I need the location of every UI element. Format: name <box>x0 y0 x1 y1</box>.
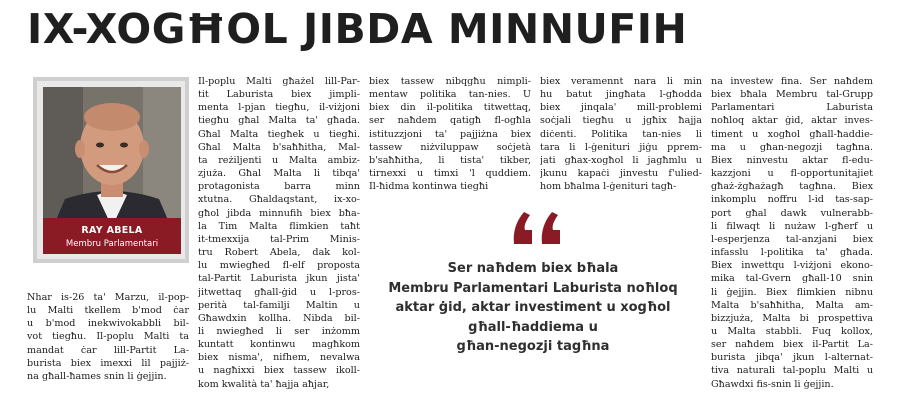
text-line: ma u għan-negozji tagħna. <box>711 141 873 153</box>
text-line: biex din il-politika titwettaq, <box>369 102 531 114</box>
text-line: Il-poplu Malti għażel lill-Par- <box>198 76 360 87</box>
text-line: timent u xogħol għall-ħaddie- <box>711 128 873 140</box>
column-2 <box>198 75 360 391</box>
text-line: u nagħixxi biex tassew ikoll- <box>198 365 360 377</box>
text-line: soċjali tiegħu u jgħix ħajja <box>540 115 702 127</box>
text-line: biex tassew nibqgħu nimpli- <box>369 76 531 87</box>
text-line: infasslu l-politika ta' għada. <box>711 247 873 259</box>
text-line: mandat ċar lill-Partit La- <box>27 344 189 356</box>
column-3-top <box>369 75 531 193</box>
text-line: diċenti. Politika tan-nies li <box>540 128 702 140</box>
text-line: biex bħala Membru tal-Grupp <box>711 89 873 101</box>
text-line: u b'mod inekwivokabbli bil- <box>27 318 189 330</box>
text-line: la Tim Malta flimkien taħt <box>198 220 360 232</box>
pull-quote <box>368 259 698 357</box>
text-line: tal-Partit Laburista jkun jista' <box>198 273 360 285</box>
pull-quote-line: għan-negozji tagħna <box>456 339 610 354</box>
text-line: burista jibqa' jkun l-alternat- <box>711 352 873 364</box>
text-line: jkunu kapaċi jinvestu f'ulied- <box>540 168 702 180</box>
text-line: għol jibda minnufih biex bħa- <box>198 207 360 219</box>
text-line: lu Malti tkellem b'mod ċar <box>27 305 189 317</box>
text-line: lu mwiegħed fl-elf proposta <box>198 260 360 272</box>
author-photo-card <box>33 77 189 263</box>
text-line: menta l-pjan tiegħu, il-viżjoni <box>198 102 360 114</box>
text-line: tit Laburista biex jimpli- <box>198 89 360 101</box>
text-line: port għal dawk vulnerabb- <box>711 207 873 219</box>
column-4-top <box>540 75 702 193</box>
text-line: kazzjoni u fl-opportunitajiet <box>711 168 873 180</box>
text-line: it-tmexxija tal-Prim Minis- <box>198 233 360 245</box>
text-line: Biex inwettqu l-viżjoni ekono- <box>711 260 873 272</box>
text-line: mentaw politika tan-nies. U <box>369 89 531 101</box>
text-line: Il-ħidma kontinwa tiegħi <box>369 181 489 193</box>
text-line: mika tal-Gvern għall-10 snin <box>711 273 873 285</box>
text-line: hom bħalma l-ġenituri tagħ- <box>540 181 677 193</box>
text-line: perità tal-familji Maltin u <box>198 299 360 311</box>
text-line: għaż-żgħażagħ tagħna. Biex <box>711 181 873 193</box>
text-line: xtutna. Għaldaqstant, ix-xo- <box>198 194 360 206</box>
text-line: Parlamentari Laburista <box>711 102 873 114</box>
author-name-badge <box>43 218 181 254</box>
headline: IX-XOGĦOL JIBDA MINNUFIH <box>27 5 688 53</box>
text-line: b'saħħitha, li tista' tikber, <box>369 154 531 166</box>
text-line: kuntatt kontinwu magħkom <box>198 339 360 351</box>
text-line: na investew fina. Ser naħdem <box>711 76 873 87</box>
text-line: Malta b'saħħitha, Malta am- <box>711 299 873 311</box>
text-line: biex jinqala' mill-problemi <box>540 102 702 114</box>
text-line: zjuża. Għal Malta li tibqa' <box>198 168 360 180</box>
text-line: li filwaqt li nużaw l-għerf u <box>711 220 873 232</box>
column-5 <box>711 75 873 391</box>
text-line: biex nisma', nifhem, nevalwa <box>198 352 360 364</box>
text-line: tiegħu għal Malta ta' għada. <box>198 115 360 127</box>
text-line: u Malta stabbli. Fuq kollox, <box>711 325 873 337</box>
pull-quote-line: aktar ġid, aktar investiment u xogħol <box>395 300 671 315</box>
text-line: Biex ninvestu aktar fl-edu- <box>711 154 873 166</box>
column-1-lower <box>27 291 189 383</box>
text-line: na għall-ħames snin li ġejjin. <box>27 370 167 382</box>
text-line: li ġejjin. Biex flimkien nibnu <box>711 286 873 298</box>
text-line: tiva naturali tal-poplu Malti u <box>711 365 873 377</box>
text-line: burista biex imexxi lil pajjiż- <box>27 357 189 369</box>
author-photo <box>43 87 181 227</box>
author-role: Membru Parlamentari <box>65 239 159 249</box>
text-line: tirnexxi u timxi 'l quddiem. <box>369 168 531 180</box>
text-line: Għawdxin kollha. Nibda bil- <box>198 312 360 324</box>
text-line: tara li l-ġenituri jiġu pprem- <box>540 141 702 153</box>
text-line: Għal Malta tiegħek u tiegħi. <box>198 128 360 140</box>
pull-quote-line: Membru Parlamentari Laburista noħloq <box>388 280 678 296</box>
text-line: vot tiegħu. Il-poplu Malti ta <box>27 331 189 343</box>
text-line: inkomplu noffru l-id tas-sap- <box>711 194 873 206</box>
text-line: ta reżiljenti u Malta ambiz- <box>198 154 360 166</box>
text-line: jati għax-xogħol li jagħmlu u <box>540 154 702 166</box>
text-line: protagonista barra minn <box>198 181 360 193</box>
pull-quote-line: għall-ħaddiema u <box>468 319 598 335</box>
text-line: bizzjuża, Malta bi prospettiva <box>711 312 873 324</box>
text-line: tassew niżviluppaw soċjetà <box>369 141 531 153</box>
text-line: noħloq aktar ġid, aktar inves- <box>711 115 873 127</box>
text-line: hu batut jingħata l-għodda <box>540 89 702 101</box>
author-name: RAY ABELA <box>81 225 143 236</box>
text-line: Għawdxi fis-snin li ġejjin. <box>711 378 834 390</box>
text-line: Nhar is-26 ta' Marzu, il-pop- <box>27 292 189 303</box>
text-line: jitwettaq għall-ġid u l-pros- <box>198 286 360 298</box>
text-line: tru Robert Abela, dak kol- <box>198 247 360 259</box>
text-line: istituzzjoni ta' pajjiżna biex <box>369 128 531 140</box>
text-line: ser naħdem biex il-Partit La- <box>711 339 873 351</box>
text-line: kom kwalità ta' ħajja aħjar, <box>198 378 330 390</box>
text-line: biex veramennt nara li min <box>540 76 702 87</box>
text-line: Għal Malta b'saħħitha, Mal- <box>198 141 360 153</box>
pull-quote-line: Ser naħdem biex bħala <box>447 261 619 276</box>
text-line: ser naħdem qatigħ fl-ogħla <box>369 115 531 127</box>
quote-mark-icon <box>510 206 570 246</box>
text-line: l-esperjenza tal-anzjani biex <box>711 233 873 245</box>
text-line: li nwiegħed li ser inżomm <box>198 325 360 337</box>
